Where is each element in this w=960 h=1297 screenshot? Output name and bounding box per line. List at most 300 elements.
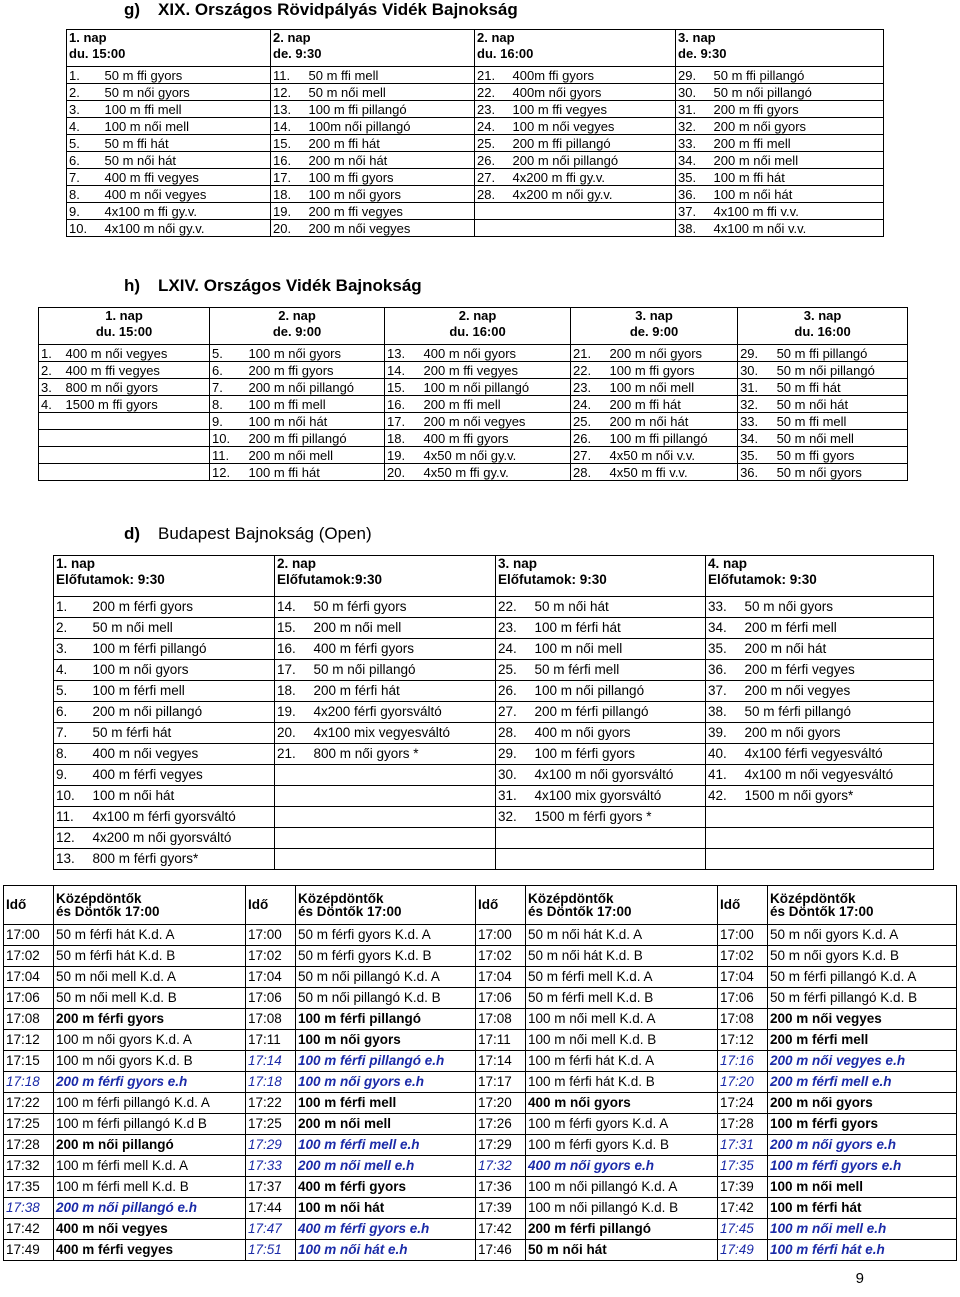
event-name: 50 m ffi gyors	[103, 67, 271, 84]
event-name: 200 m női hát	[608, 413, 738, 430]
time-header: Idő	[718, 886, 768, 925]
finals-row	[4, 946, 957, 967]
final-event: 100 m férfi pillangó e.h	[296, 1051, 476, 1072]
final-event: 200 m férfi gyors e.h	[54, 1072, 246, 1093]
day-header	[475, 30, 676, 67]
event-number: 17.	[271, 169, 307, 186]
event-name: 4x100 mix gyorsváltó	[533, 786, 706, 807]
day-label: 1. nap	[56, 556, 96, 571]
event-number: 6.	[54, 702, 91, 723]
day-header	[385, 308, 571, 345]
final-time: 17:29	[246, 1135, 296, 1156]
event-name: 400 m férfi vegyes	[91, 765, 275, 786]
final-time: 17:25	[246, 1114, 296, 1135]
day-time: du. 16:00	[794, 324, 851, 339]
event-number: 11.	[54, 807, 91, 828]
final-event: 50 m női pillangó K.d. A	[296, 967, 476, 988]
finals-row	[4, 1177, 957, 1198]
event-number: 28.	[496, 723, 533, 744]
final-event: 100 m férfi mell e.h	[296, 1135, 476, 1156]
event-name	[64, 447, 210, 464]
finals-table	[3, 885, 957, 1261]
event-number: 11.	[271, 67, 307, 84]
event-name: 100 m női mell	[103, 118, 271, 135]
table-row	[39, 464, 908, 481]
event-name: 50 m ffi pillangó	[712, 67, 884, 84]
event-number	[496, 828, 533, 849]
event-name	[743, 828, 934, 849]
event-number: 22.	[496, 597, 533, 618]
event-name	[312, 828, 496, 849]
day-header	[706, 556, 934, 597]
event-number: 24.	[571, 396, 608, 413]
event-name: 100 m ffi hát	[247, 464, 385, 481]
event-name: 800 m férfi gyors*	[91, 849, 275, 870]
final-time: 17:44	[246, 1198, 296, 1219]
table-row	[39, 362, 908, 379]
event-name: 4x100 m ffi v.v.	[712, 203, 884, 220]
event-header-line2: és Döntők 17:00	[298, 904, 402, 919]
final-time: 17:02	[476, 946, 526, 967]
event-number: 2.	[67, 84, 103, 101]
table-row	[54, 828, 934, 849]
event-number: 36.	[738, 464, 775, 481]
final-event: 50 m férfi gyors K.d. B	[296, 946, 476, 967]
event-number: 2.	[54, 618, 91, 639]
final-event: 50 m női hát	[526, 1240, 718, 1261]
event-name: 400 m női vegyes	[64, 345, 210, 362]
table-row	[67, 135, 884, 152]
final-time: 17:28	[718, 1114, 768, 1135]
event-number: 20.	[385, 464, 422, 481]
table-row	[54, 849, 934, 870]
event-number: 10.	[67, 220, 103, 237]
event-header-line1: Középdöntők	[56, 890, 142, 906]
table-row	[67, 220, 884, 237]
day-time: du. 15:00	[69, 46, 126, 61]
event-name: 200 m férfi hát	[312, 681, 496, 702]
event-name: 400m ffi gyors	[511, 67, 676, 84]
finals-row	[4, 1051, 957, 1072]
page-number: 9	[855, 1270, 864, 1287]
event-name: 200 m női pillangó	[91, 702, 275, 723]
event-number: 4.	[54, 660, 91, 681]
event-name: 200 m női hát	[743, 639, 934, 660]
event-name: 50 m ffi hát	[775, 379, 908, 396]
event-number: 21.	[571, 345, 608, 362]
final-time: 17:31	[718, 1135, 768, 1156]
event-number: 27.	[475, 169, 511, 186]
event-name: 1500 m férfi gyors *	[533, 807, 706, 828]
event-number: 17.	[385, 413, 422, 430]
event-name: 50 m férfi hát	[91, 723, 275, 744]
event-header	[54, 886, 246, 925]
final-time: 17:06	[476, 988, 526, 1009]
event-name: 200 m ffi pillangó	[511, 135, 676, 152]
final-time: 17:00	[718, 925, 768, 946]
finals-row	[4, 1030, 957, 1051]
event-name: 400 m férfi gyors	[312, 639, 496, 660]
event-name: 200 m női mell	[312, 618, 496, 639]
table-row	[54, 807, 934, 828]
event-number: 22.	[571, 362, 608, 379]
event-name: 400 m női gyors	[422, 345, 571, 362]
event-number: 11.	[210, 447, 247, 464]
event-number: 1.	[39, 345, 64, 362]
event-number: 36.	[676, 186, 712, 203]
section-g-letter: g)	[124, 0, 141, 19]
event-name: 100 m női hát	[712, 186, 884, 203]
event-name: 100 m női gyors	[91, 660, 275, 681]
time-header: Idő	[246, 886, 296, 925]
event-number: 24.	[475, 118, 511, 135]
final-time: 17:14	[476, 1051, 526, 1072]
table-row	[39, 345, 908, 362]
day-label: 3. nap	[678, 30, 716, 45]
final-time: 17:42	[476, 1219, 526, 1240]
event-number: 26.	[475, 152, 511, 169]
final-event: 400 m női gyors e.h	[526, 1156, 718, 1177]
event-number: 18.	[271, 186, 307, 203]
event-number: 13.	[271, 101, 307, 118]
event-name: 50 m női gyors	[775, 464, 908, 481]
event-header-line1: Középdöntők	[528, 890, 614, 906]
final-time: 17:11	[246, 1030, 296, 1051]
event-name: 4x50 m ffi gy.v.	[422, 464, 571, 481]
final-time: 17:04	[246, 967, 296, 988]
final-time: 17:49	[4, 1240, 54, 1261]
final-event: 100 m férfi hát	[768, 1198, 957, 1219]
day-label: 2. nap	[277, 556, 317, 571]
day-header	[67, 30, 271, 67]
final-event: 50 m női gyors K.d. B	[768, 946, 957, 967]
table-row	[54, 786, 934, 807]
event-number: 16.	[271, 152, 307, 169]
event-name: 100 m férfi gyors	[533, 744, 706, 765]
event-name: 4x100 m női vegyesváltó	[743, 765, 934, 786]
event-name: 50 m ffi gyors	[775, 447, 908, 464]
event-number	[706, 807, 743, 828]
final-event: 100 m férfi mell	[296, 1093, 476, 1114]
event-number	[275, 765, 312, 786]
final-time: 17:08	[4, 1009, 54, 1030]
day-time: du. 16:00	[477, 46, 534, 61]
final-time: 17:37	[246, 1177, 296, 1198]
day-header	[271, 30, 475, 67]
final-time: 17:38	[4, 1198, 54, 1219]
header-row	[39, 308, 908, 345]
event-name: 800 m női gyors	[64, 379, 210, 396]
final-event: 100 m férfi hát K.d. A	[526, 1051, 718, 1072]
event-name: 50 m női mell	[307, 84, 475, 101]
event-name: 4x50 m női gy.v.	[422, 447, 571, 464]
finals-row	[4, 1198, 957, 1219]
event-number	[275, 849, 312, 870]
table-row	[67, 152, 884, 169]
final-time: 17:47	[246, 1219, 296, 1240]
event-name: 50 m női pillangó	[775, 362, 908, 379]
event-name: 100 m női pillangó	[422, 379, 571, 396]
final-event: 100 m férfi gyors	[768, 1114, 957, 1135]
event-number: 16.	[385, 396, 422, 413]
event-header	[768, 886, 957, 925]
event-name: 4x100 m női v.v.	[712, 220, 884, 237]
event-name	[64, 430, 210, 447]
event-name: 200 m női pillangó	[247, 379, 385, 396]
event-number: 38.	[676, 220, 712, 237]
table-row	[39, 447, 908, 464]
final-event: 200 m női mell e.h	[296, 1156, 476, 1177]
final-time: 17:14	[246, 1051, 296, 1072]
final-event: 100 m női mell K.d. B	[526, 1030, 718, 1051]
final-event: 200 m női pillangó e.h	[54, 1198, 246, 1219]
event-name: 1500 m ffi gyors	[64, 396, 210, 413]
table-row	[67, 101, 884, 118]
final-time: 17:16	[718, 1051, 768, 1072]
table-row	[54, 639, 934, 660]
event-header-line2: és Döntők 17:00	[56, 904, 160, 919]
table-h	[38, 307, 908, 481]
table-row	[39, 396, 908, 413]
event-number: 15.	[385, 379, 422, 396]
event-number: 4.	[67, 118, 103, 135]
event-number: 8.	[210, 396, 247, 413]
event-number: 35.	[676, 169, 712, 186]
event-name: 400 m ffi vegyes	[103, 169, 271, 186]
event-name: 200 m ffi hát	[307, 135, 475, 152]
final-time: 17:18	[4, 1072, 54, 1093]
event-name: 100 m férfi pillangó	[91, 639, 275, 660]
event-number: 34.	[738, 430, 775, 447]
event-name: 100 m női hát	[247, 413, 385, 430]
final-event: 200 m női vegyes	[768, 1009, 957, 1030]
event-name	[743, 849, 934, 870]
event-name: 4x200 m női gy.v.	[511, 186, 676, 203]
final-time: 17:22	[4, 1093, 54, 1114]
event-number: 3.	[39, 379, 64, 396]
day-label: 3. nap	[498, 556, 538, 571]
event-number: 5.	[54, 681, 91, 702]
final-time: 17:39	[718, 1177, 768, 1198]
day-time: Előfutamok: 9:30	[708, 572, 817, 587]
event-name: 200 m ffi gyors	[712, 101, 884, 118]
event-number	[475, 220, 511, 237]
section-h-title: LXIV. Országos Vidék Bajnokság	[158, 276, 422, 295]
event-name: 100 m női mell	[608, 379, 738, 396]
event-name	[511, 220, 676, 237]
event-number	[706, 828, 743, 849]
event-number: 21.	[275, 744, 312, 765]
final-event: 100 m férfi pillangó	[296, 1009, 476, 1030]
final-time: 17:25	[4, 1114, 54, 1135]
finals-row	[4, 925, 957, 946]
event-name: 50 m női gyors	[103, 84, 271, 101]
final-event: 50 m férfi mell K.d. A	[526, 967, 718, 988]
final-event: 100 m női hát	[296, 1198, 476, 1219]
final-event: 400 m női gyors	[526, 1093, 718, 1114]
finals-row	[4, 1240, 957, 1261]
event-number	[39, 430, 64, 447]
finals-row	[4, 1009, 957, 1030]
event-number: 15.	[275, 618, 312, 639]
event-name: 50 m női mell	[91, 618, 275, 639]
event-name: 4x100 mix vegyesváltó	[312, 723, 496, 744]
day-label: 4. nap	[708, 556, 748, 571]
event-name: 100 m ffi pillangó	[608, 430, 738, 447]
event-header-line2: és Döntők 17:00	[528, 904, 632, 919]
final-time: 17:15	[4, 1051, 54, 1072]
event-name: 4x200 m ffi gy.v.	[511, 169, 676, 186]
final-event: 200 m férfi gyors	[54, 1009, 246, 1030]
final-event: 100 m női mell e.h	[768, 1219, 957, 1240]
event-number: 30.	[496, 765, 533, 786]
day-label: 2. nap	[477, 30, 515, 45]
day-header	[210, 308, 385, 345]
event-name: 100 m férfi hát	[533, 618, 706, 639]
day-label: 3. nap	[635, 308, 673, 323]
event-number: 10.	[210, 430, 247, 447]
day-label: 3. nap	[803, 308, 842, 323]
final-time: 17:11	[476, 1030, 526, 1051]
event-number: 3.	[54, 639, 91, 660]
day-header	[676, 30, 884, 67]
event-name: 100m női pillangó	[307, 118, 475, 135]
day-label: 1. nap	[69, 30, 107, 45]
final-time: 17:46	[476, 1240, 526, 1261]
event-number: 23.	[496, 618, 533, 639]
event-name: 400 m női gyors	[533, 723, 706, 744]
event-name: 200 m férfi mell	[743, 618, 934, 639]
event-name: 200 m női gyors	[608, 345, 738, 362]
final-time: 17:49	[718, 1240, 768, 1261]
final-event: 100 m férfi pillangó K.d. A	[54, 1093, 246, 1114]
event-name: 800 m női gyors *	[312, 744, 496, 765]
finals-row	[4, 1114, 957, 1135]
event-name: 4x100 m férfi gyorsváltó	[91, 807, 275, 828]
final-time: 17:42	[718, 1198, 768, 1219]
event-name: 50 m ffi hát	[103, 135, 271, 152]
final-event: 100 m női pillangó K.d. A	[526, 1177, 718, 1198]
event-number: 19.	[275, 702, 312, 723]
final-time: 17:06	[4, 988, 54, 1009]
day-time: du. 16:00	[449, 324, 506, 339]
section-d-letter: d)	[124, 524, 141, 543]
final-event: 200 m női gyors e.h	[768, 1135, 957, 1156]
final-time: 17:00	[246, 925, 296, 946]
table-g	[66, 29, 884, 237]
table-row	[39, 379, 908, 396]
event-number: 29.	[676, 67, 712, 84]
event-number: 15.	[271, 135, 307, 152]
final-event: 100 m férfi hát e.h	[768, 1240, 957, 1261]
event-number: 12.	[54, 828, 91, 849]
table-row	[67, 203, 884, 220]
final-time: 17:35	[718, 1156, 768, 1177]
event-number: 6.	[67, 152, 103, 169]
event-name: 200 m női hát	[307, 152, 475, 169]
header-row	[67, 30, 884, 67]
final-event: 100 m férfi gyors e.h	[768, 1156, 957, 1177]
event-number	[475, 203, 511, 220]
final-time: 17:32	[4, 1156, 54, 1177]
final-event: 100 m női mell	[768, 1177, 957, 1198]
event-name	[511, 203, 676, 220]
event-name: 200 m ffi vegyes	[307, 203, 475, 220]
event-number: 27.	[496, 702, 533, 723]
final-event: 50 m férfi hát K.d. B	[54, 946, 246, 967]
header-row	[54, 556, 934, 597]
event-number: 26.	[496, 681, 533, 702]
event-name: 400m női gyors	[511, 84, 676, 101]
final-event: 200 m férfi mell	[768, 1030, 957, 1051]
final-time: 17:08	[246, 1009, 296, 1030]
final-event: 50 m férfi mell K.d. B	[526, 988, 718, 1009]
event-name	[64, 413, 210, 430]
event-name: 50 m női pillangó	[312, 660, 496, 681]
event-name	[64, 464, 210, 481]
event-number: 32.	[738, 396, 775, 413]
final-time: 17:51	[246, 1240, 296, 1261]
day-time: du. 15:00	[95, 324, 153, 339]
final-time: 17:04	[718, 967, 768, 988]
event-name	[533, 849, 706, 870]
final-event: 100 m férfi mell K.d. A	[54, 1156, 246, 1177]
day-label: 1. nap	[105, 308, 143, 323]
event-number: 36.	[706, 660, 743, 681]
event-name: 50 m női mell	[775, 430, 908, 447]
event-number: 23.	[475, 101, 511, 118]
table-row	[39, 413, 908, 430]
final-event: 100 m női gyors K.d. B	[54, 1051, 246, 1072]
final-time: 17:24	[718, 1093, 768, 1114]
event-number: 12.	[271, 84, 307, 101]
event-name: 200 m férfi vegyes	[743, 660, 934, 681]
final-event: 400 m férfi vegyes	[54, 1240, 246, 1261]
event-name: 100 m női pillangó	[533, 681, 706, 702]
final-event: 50 m férfi gyors K.d. A	[296, 925, 476, 946]
event-name	[312, 807, 496, 828]
final-event: 50 m női mell K.d. B	[54, 988, 246, 1009]
final-time: 17:20	[476, 1093, 526, 1114]
event-number: 30.	[738, 362, 775, 379]
event-name: 50 m női hát	[775, 396, 908, 413]
final-event: 50 m női gyors K.d. A	[768, 925, 957, 946]
event-name: 400 m női vegyes	[91, 744, 275, 765]
event-number: 31.	[676, 101, 712, 118]
event-name: 100 m ffi gyors	[608, 362, 738, 379]
event-number: 19.	[271, 203, 307, 220]
event-name: 400 m ffi vegyes	[64, 362, 210, 379]
event-number: 29.	[496, 744, 533, 765]
section-h-letter: h)	[124, 276, 141, 295]
final-event: 50 m női mell K.d. A	[54, 967, 246, 988]
event-number: 14.	[385, 362, 422, 379]
event-number: 6.	[210, 362, 247, 379]
event-number: 20.	[275, 723, 312, 744]
event-number: 7.	[210, 379, 247, 396]
event-name: 100 m ffi vegyes	[511, 101, 676, 118]
event-number: 34.	[676, 152, 712, 169]
day-label: 2. nap	[458, 308, 497, 323]
event-number: 27.	[571, 447, 608, 464]
event-name: 200 m ffi gyors	[247, 362, 385, 379]
event-number: 31.	[496, 786, 533, 807]
day-header	[54, 556, 275, 597]
final-event: 400 m női vegyes	[54, 1219, 246, 1240]
event-number: 28.	[571, 464, 608, 481]
table-row	[54, 660, 934, 681]
final-event: 100 m női gyors e.h	[296, 1072, 476, 1093]
